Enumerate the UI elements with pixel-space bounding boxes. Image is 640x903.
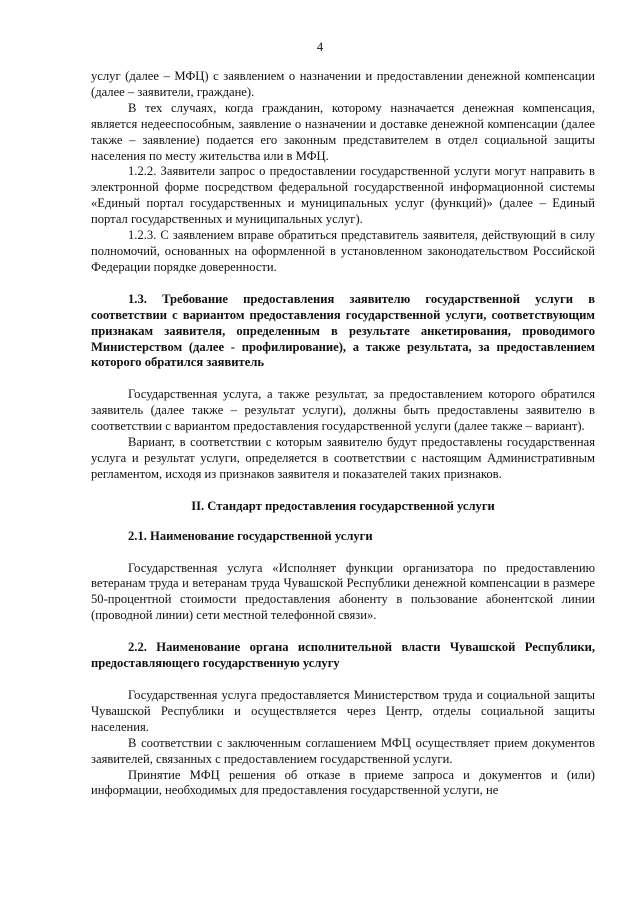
- section-heading: 2.1. Наименование государственной услуги: [128, 528, 373, 543]
- paragraph: Вариант, в соответствии с которым заявителю будут предоставлены государственная услуга и результат услуги, определяется в соответствии с настоящим Административным регламентом, исходя из признаков заявителя и показателей таких признаков.: [91, 435, 595, 481]
- section-heading: 2.2. Наименование органа исполнительной власти Чувашской Республики, предоставляющего государственную услугу: [91, 640, 595, 671]
- paragraph: 1.2.2. Заявители запрос о предоставлении государственной услуги могут направить в электронной форме посредством федеральной государственной информационной системы «Единый портал государственных и муниципальных услуг (функций)» (далее – Единый портал государственных и муниципальных услуг).: [91, 164, 595, 227]
- paragraph: услуг (далее – МФЦ) с заявлением о назначении и предоставлении денежной компенсации (далее – заявители, граждане).: [91, 69, 595, 99]
- paragraph: Принятие МФЦ решения об отказе в приеме запроса и документов и (или) информации, необходимых для предоставления государственной услуги, не: [91, 767, 595, 798]
- paragraph: В тех случаях, когда гражданин, которому назначается денежная компенсация, является недееспособным, заявление о назначении и доставке денежной компенсации (далее также – заявление) подается его законным представителем в отдел социальной защиты населения по месту жительства или в МФЦ.: [91, 100, 595, 163]
- page-number: 4: [316, 40, 324, 54]
- paragraph: Государственная услуга «Исполняет функции организатора по предоставлению ветеранам труда и ветеранам труда Чувашской Республики денежной компенсации в размере 50-процентной стоимости предоставления абоненту в пользование абонентской линии (проводной линии) сети местной телефонной связи».: [91, 560, 595, 623]
- paragraph: 1.2.3. С заявлением вправе обратиться представитель заявителя, действующий в силу полномочий, основанных на оформленной в установленном законодательством Российской Федерации порядке доверенности.: [91, 228, 595, 274]
- paragraph: Государственная услуга предоставляется Министерством труда и социальной защиты Чувашской Республики и осуществляется через Центр, отделы социальной защиты населения.: [91, 688, 595, 734]
- paragraph: В соответствии с заключенным соглашением МФЦ осуществляет прием документов заявителей, связанных с предоставлением государственной услуги.: [91, 735, 595, 766]
- document-body: [91, 69, 595, 799]
- section-heading: 1.3. Требование предоставления заявителю государственной услуги в соответствии с вариантом предоставления государственной услуги, соответствующим признакам заявителя, определенным в результате анкетирования, проводимого Министерством (далее - профилирование), а также результата, за предоставлением которого обратился заявитель: [91, 291, 595, 370]
- section-heading: II. Стандарт предоставления государственной услуги: [191, 498, 495, 513]
- paragraph: Государственная услуга, а также результат, за предоставлением которого обратился заявитель (далее также – результат услуги), должны быть предоставлены заявителю в соответствии с вариантом предоставления государственной услуги (далее также – вариант).: [91, 387, 595, 434]
